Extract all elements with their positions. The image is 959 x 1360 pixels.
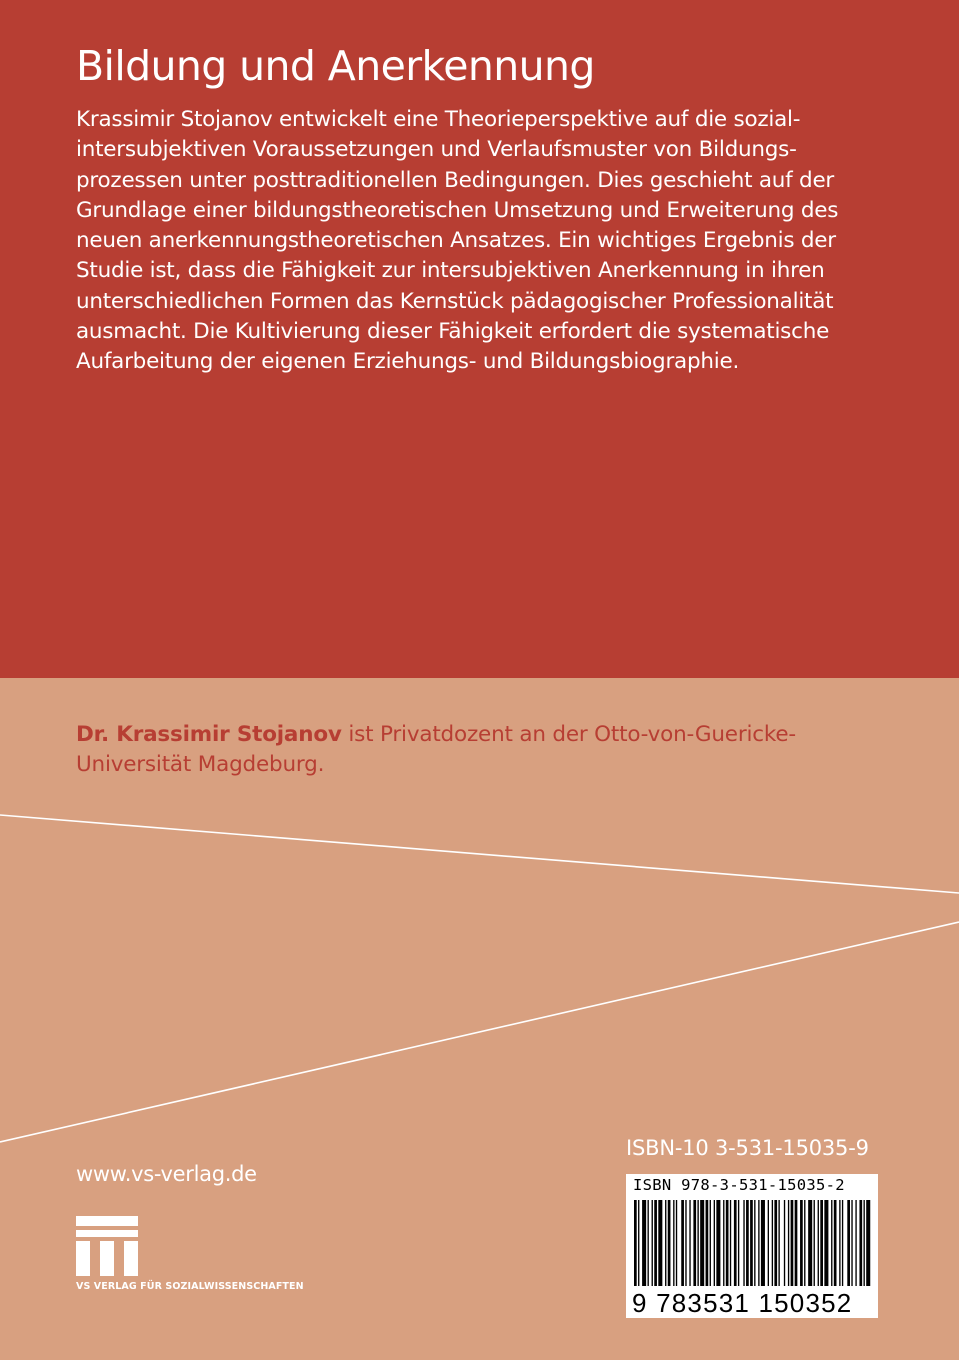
- barcode-bar: [693, 1200, 696, 1286]
- book-title: Bildung und Anerkennung: [76, 42, 595, 90]
- barcode-bar: [839, 1200, 840, 1286]
- author-name: Dr. Krassimir Stojanov: [76, 722, 342, 747]
- author-bio-line: Universität Magdeburg.: [76, 752, 325, 778]
- description-line: Krassimir Stojanov entwickelt eine Theorieperspektive auf die sozial-: [76, 107, 801, 132]
- barcode-bar: [761, 1200, 765, 1286]
- barcode-bar: [820, 1200, 823, 1286]
- barcode-bar: [831, 1200, 832, 1286]
- book-description: [76, 105, 876, 378]
- author-bio-text: ist Privatdozent an der Otto-von-Guericke-: [341, 722, 796, 747]
- barcode-bar: [730, 1200, 731, 1286]
- barcode-bar: [710, 1200, 711, 1286]
- barcode-bar: [638, 1200, 639, 1286]
- barcode-bar: [676, 1200, 677, 1286]
- publisher-website-link[interactable]: www.vs-verlag.de: [76, 1162, 257, 1186]
- barcode-bar: [654, 1200, 657, 1286]
- barcode-bar: [774, 1200, 777, 1286]
- barcode-bar: [795, 1200, 798, 1286]
- barcode-bars: [632, 1200, 872, 1286]
- barcode-bar: [673, 1200, 674, 1286]
- description-line: Studie ist, dass die Fähigkeit zur intersubjektiven Anerkennung in ihren: [76, 258, 825, 284]
- description-line: prozessen unter posttraditionellen Bedingungen. Dies geschieht auf der: [76, 167, 835, 193]
- barcode-bar: [808, 1200, 812, 1286]
- barcode-bar: [726, 1200, 729, 1286]
- barcode-bar: [804, 1200, 805, 1286]
- barcode-bar: [743, 1200, 744, 1286]
- barcode-bar: [685, 1200, 686, 1286]
- barcode-bar: [714, 1200, 715, 1286]
- barcode-bar: [864, 1200, 865, 1286]
- description-line: unterschiedlichen Formen das Kernstück pädagogischer Professionalität: [76, 288, 834, 314]
- barcode-bar: [791, 1200, 794, 1286]
- barcode-bar: [847, 1200, 850, 1286]
- barcode-bar: [818, 1200, 819, 1286]
- barcode-bar: [668, 1200, 671, 1286]
- barcode-bar: [778, 1200, 779, 1286]
- barcode-bar: [834, 1200, 837, 1286]
- description-line: ausmacht. Die Kultivierung dieser Fähigkeit erfordert die systematische: [76, 319, 830, 345]
- barcode-bar: [842, 1200, 843, 1286]
- barcode-bar: [866, 1200, 870, 1286]
- barcode-bar: [681, 1200, 684, 1286]
- barcode-bar: [824, 1200, 828, 1286]
- publisher-name: VS VERLAG FÜR SOZIALWISSENSCHAFTEN: [76, 1281, 304, 1292]
- barcode-bar: [723, 1200, 724, 1286]
- barcode-bar: [855, 1200, 856, 1286]
- decorative-line-lower: [0, 922, 959, 1142]
- barcode: [626, 1174, 878, 1318]
- barcode-bar: [754, 1200, 755, 1286]
- barcode-bar: [859, 1200, 862, 1286]
- barcode-bar: [652, 1200, 653, 1286]
- barcode-bar: [746, 1200, 749, 1286]
- barcode-bar: [665, 1200, 666, 1286]
- barcode-bar: [697, 1200, 698, 1286]
- author-bio: [76, 720, 796, 781]
- barcode-bar: [634, 1200, 637, 1286]
- author-bio-line: [76, 720, 796, 750]
- barcode-bar: [750, 1200, 753, 1286]
- barcode-bar: [716, 1200, 720, 1286]
- barcode-bar: [772, 1200, 773, 1286]
- barcode-bar: [689, 1200, 690, 1286]
- barcode-bar: [851, 1200, 852, 1286]
- barcode-bar: [642, 1200, 646, 1286]
- barcode-bar: [758, 1200, 759, 1286]
- barcode-bar: [784, 1200, 785, 1286]
- barcode-bar: [788, 1200, 789, 1286]
- barcode-bar: [734, 1200, 737, 1286]
- barcode-bar: [814, 1200, 815, 1286]
- barcode-bar: [738, 1200, 739, 1286]
- description-line: intersubjektiven Voraussetzungen und Verlaufsmuster von Bildungs-: [76, 137, 797, 163]
- description-line: neuen anerkennungstheoretischen Ansatzes. Ein wichtiges Ergebnis der: [76, 228, 836, 254]
- isbn-10: ISBN-10 3-531-15035-9: [626, 1136, 869, 1160]
- publisher-logo-icon: [76, 1216, 138, 1276]
- description-line: Grundlage einer bildungstheoretischen Umsetzung und Erweiterung des: [76, 197, 839, 223]
- barcode-digits: 9 783531 150352: [632, 1288, 853, 1318]
- barcode-bar: [700, 1200, 704, 1286]
- decorative-line-upper: [0, 815, 959, 893]
- barcode-bar: [768, 1200, 769, 1286]
- description-line: Aufarbeitung der eigenen Erziehungs- und Bildungsbiographie.: [76, 349, 740, 375]
- barcode-bar: [658, 1200, 662, 1286]
- barcode-bar: [648, 1200, 649, 1286]
- barcode-bar: [706, 1200, 709, 1286]
- barcode-isbn-text: ISBN 978-3-531-15035-2: [633, 1176, 845, 1194]
- barcode-bar: [800, 1200, 803, 1286]
